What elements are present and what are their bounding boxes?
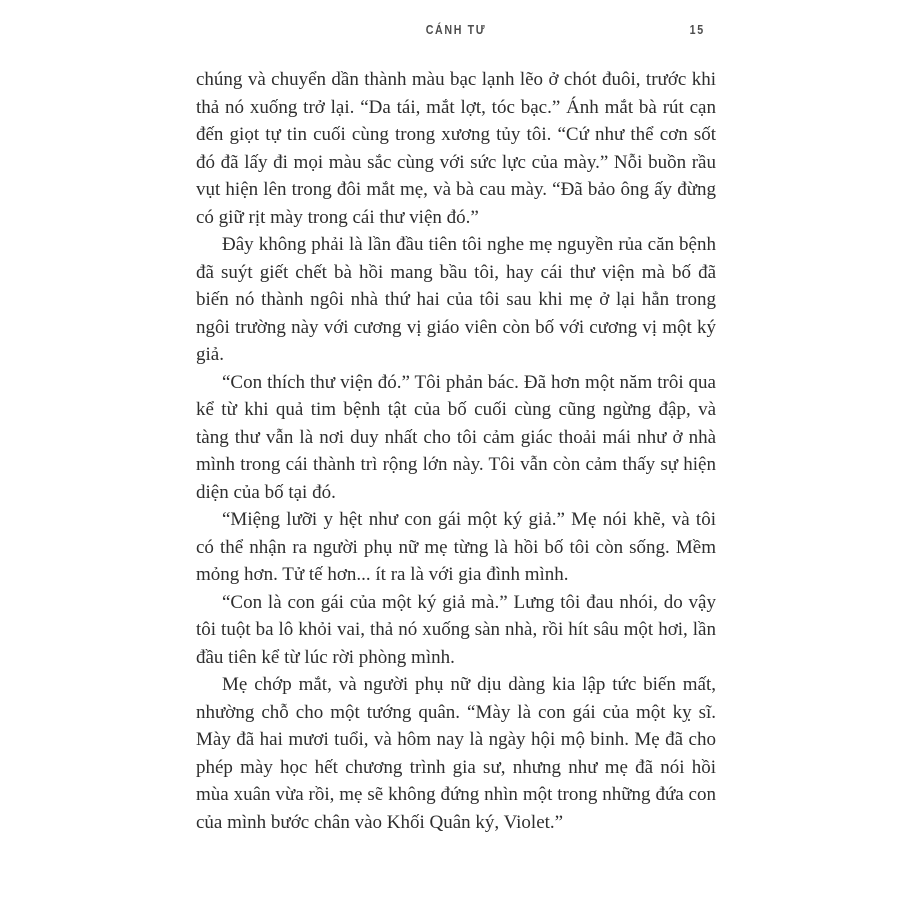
paragraph: “Miệng lưỡi y hệt như con gái một ký giả.” Mẹ nói khẽ, và tôi có thể nhận ra người phụ nữ mẹ từng là hồi bố tôi còn sống. Mềm mỏng hơn. Tử tế hơn... ít ra là với gia đình mình. <box>196 509 716 585</box>
paragraph: “Con thích thư viện đó.” Tôi phản bác. Đã hơn một năm trôi qua kể từ khi quả tim bệnh tật của bố cuối cùng cũng ngừng đập, và tàng thư vẫn là nơi duy nhất cho tôi cảm giác thoải mái như ở nhà mình trong cái thành trì rộng lớn này. Tôi vẫn còn cảm thấy sự hiện diện của bố tại đó. <box>196 371 716 503</box>
running-header-title: CÁNH TƯ <box>425 22 487 37</box>
page-number: 15 <box>689 22 705 37</box>
paragraph: Đây không phải là lần đầu tiên tôi nghe mẹ nguyền rủa căn bệnh đã suýt giết chết bà hồi mang bầu tôi, hay cái thư viện mà bố đã biến nó thành ngôi nhà thứ hai của tôi sau khi mẹ ở lại hẳn trong ngôi trường này với cương vị giáo viên còn bố với cương vị một ký giả. <box>196 234 716 365</box>
paragraph: chúng và chuyển dần thành màu bạc lạnh lẽo ở chót đuôi, trước khi thả nó xuống trở lại. “Da tái, mắt lợt, tóc bạc.” Ánh mắt bà rút cạn đến giọt tự tin cuối cùng trong xương tủy tôi. “Cứ như thể cơn sốt đó đã lấy đi mọi màu sắc cùng với sức lực của mày.” Nỗi buồn rầu vụt hiện lên trong đôi mắt mẹ, và bà cau mày. “Đã bảo ông ấy đừng có giữ rịt mày trong cái thư viện đó.” <box>196 69 716 228</box>
paragraph: Mẹ chớp mắt, và người phụ nữ dịu dàng kia lập tức biến mất, nhường chỗ cho một tướng quân. “Mày là con gái của một kỵ sĩ. Mày đã hai mươi tuổi, và hôm nay là ngày hội mộ binh. Mẹ đã cho phép mày học hết chương trình gia sư, nhưng như mẹ đã nói hồi mùa xuân vừa rồi, mẹ sẽ không đứng nhìn một trong những đứa con của mình bước chân vào Khối Quân ký, Violet.” <box>196 674 716 833</box>
running-head <box>196 22 716 42</box>
paragraph: “Con là con gái của một ký giả mà.” Lưng tôi đau nhói, do vậy tôi tuột ba lô khỏi vai, thả nó xuống sàn nhà, rồi hít sâu một hơi, lần đầu tiên kể từ lúc rời phòng mình. <box>196 591 716 668</box>
body-text <box>196 66 716 836</box>
